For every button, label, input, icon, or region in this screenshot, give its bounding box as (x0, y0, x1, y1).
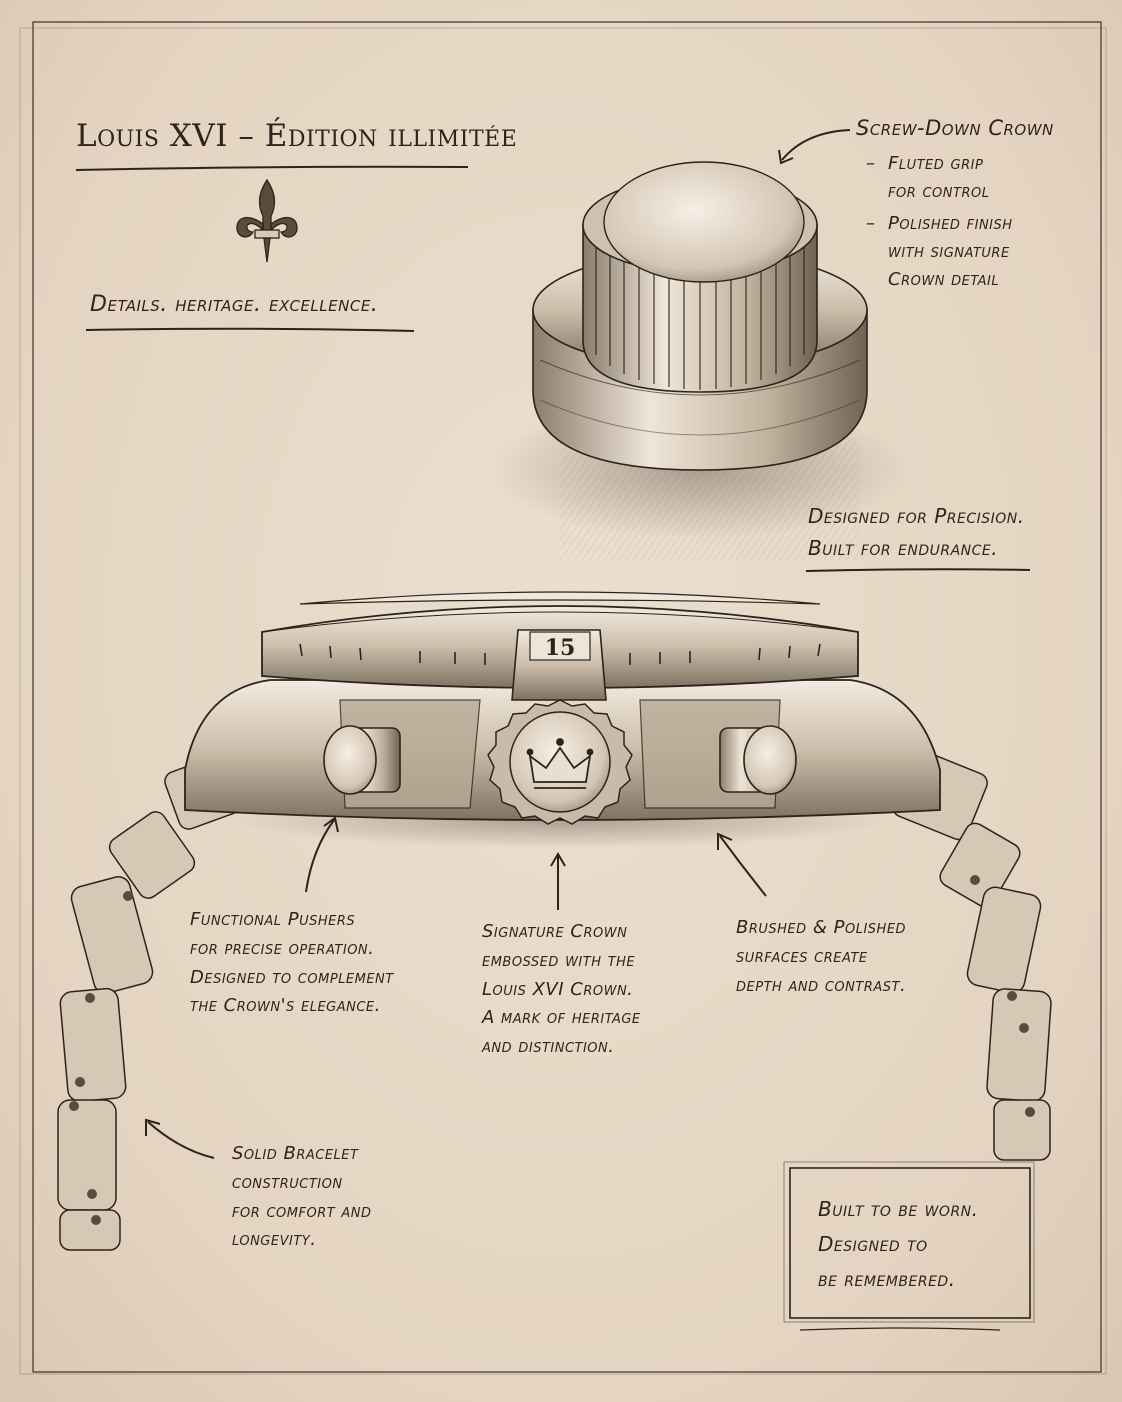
annotation-signature-crown: Signature Crown embossed with the Louis XVI Crown. A mark of heritage and distinction. (482, 921, 641, 1058)
title-underline (76, 167, 468, 170)
annotation-surfaces: Brushed & Polished surfaces create depth and contrast. (736, 917, 907, 996)
precision-statement: Designed for Precision. Built for endurance. (808, 504, 1025, 560)
crown-pointer-arrow (782, 130, 850, 160)
right-pusher (720, 726, 796, 794)
page-title: Louis XVI – Édition illimitée (76, 118, 518, 154)
crown-note-finish: – Polished finish with signature Crown detail (866, 213, 1013, 290)
date-window-value: 15 (544, 635, 576, 661)
tagline-underline (86, 329, 414, 331)
crown-note-grip: – Fluted grip for control (866, 153, 990, 202)
quote-box-text: Built to be worn. Designed to be remembered. (818, 1197, 979, 1291)
annotation-pushers: Functional Pushers for precise operation. Designed to complement the Crown's elegance. (190, 909, 394, 1017)
annotation-bracelet: Solid Bracelet construction for comfort and longevity. (232, 1143, 372, 1251)
fleur-de-lis-icon (237, 180, 297, 262)
crown-callout-heading: Screw-Down Crown (856, 116, 1054, 140)
left-pusher (324, 726, 400, 794)
tagline: Details. heritage. excellence. (90, 292, 379, 317)
